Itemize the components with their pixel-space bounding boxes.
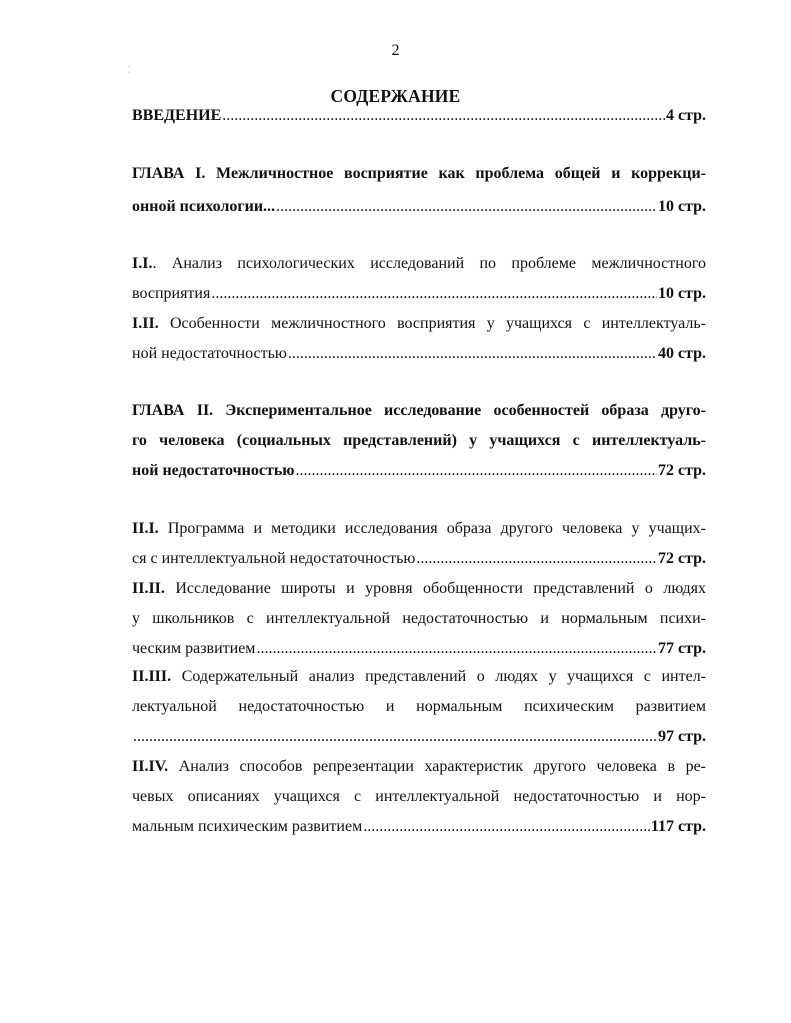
toc-entry-page: 10 стр.: [657, 285, 706, 302]
page-title: СОДЕРЖАНИЕ: [330, 86, 461, 106]
section-label: II.I.: [132, 520, 159, 537]
toc-entry-title-line: восприятия: [132, 285, 211, 302]
toc-entry-page: 4 стр.: [665, 107, 706, 124]
toc-entry-title-line: у школьников с интеллектуальной недостаточностью и нормальным психи-: [132, 610, 706, 627]
leader-dots: [416, 544, 657, 574]
toc-entry-page: 72 стр.: [657, 462, 706, 479]
section-label: I.I.: [132, 255, 153, 272]
toc-entry-page: 10 стр.: [657, 198, 706, 215]
toc-entry-title-line: Особенности межличностного восприятия у учащихся с интеллектуаль-: [158, 315, 706, 332]
section-label: I.II.: [132, 315, 159, 332]
toc-entry-page: 40 стр.: [657, 345, 706, 362]
leader-dots: [222, 101, 665, 131]
leader-dots: [276, 192, 657, 222]
toc-entry-title-line: ся с интеллектуальной недостаточностью: [132, 550, 416, 567]
toc-entry-title-line: мальным психическим развитием: [132, 818, 363, 835]
toc-entry-title-line: Программа и методики исследования образа другого человека у учащих-: [158, 520, 706, 537]
leader-dots: [133, 722, 657, 752]
section-label: II.IV.: [132, 758, 169, 775]
section-label: II.III.: [132, 668, 172, 685]
toc-entry-title-line: ной недостаточностью: [132, 462, 295, 479]
toc-entry-title-line: . Анализ психологических исследований по проблеме межличностного: [152, 255, 706, 272]
toc-entry-title-line: ГЛАВА II. Экспериментальное исследование особенностей образа друго-: [132, 402, 706, 419]
leader-dots: [296, 456, 657, 486]
toc-entry-title-line: Анализ способов репрезентации характеристик другого человека в ре-: [168, 758, 706, 775]
leader-dots: [363, 812, 650, 842]
toc-entry-page: 97 стр.: [657, 728, 706, 745]
toc-entry-title-line: лектуальной недостаточностью и нормальным психическим развитием: [132, 698, 706, 715]
toc-entry-title: ВВЕДЕНИЕ: [132, 107, 222, 124]
toc-entry-title-line: ческим развитием: [132, 640, 256, 657]
toc-entry-page: 77 стр.: [657, 640, 706, 657]
scan-speck: · ·: [128, 64, 130, 76]
leader-dots: [211, 279, 657, 309]
toc-entry-title-line: го человека (социальных представлений) у учащихся с интеллектуаль-: [132, 432, 706, 449]
toc-entry-title-line: ной недостаточностью: [132, 345, 287, 362]
toc-entry-page: 117 стр.: [650, 818, 706, 835]
page-number: 2: [391, 42, 400, 59]
leader-dots: [256, 634, 657, 664]
toc-entry-title-line: Содержательный анализ представлений о людях у учащихся с интел-: [171, 668, 706, 685]
toc-entry-title-line: ГЛАВА I. Межличностное восприятие как проблема общей и коррекци-: [132, 165, 706, 182]
toc-entry-title-line: чевых описаниях учащихся с интеллектуальной недостаточностью и нор-: [132, 788, 706, 805]
section-label: II.II.: [132, 580, 165, 597]
toc-entry-title-line: онной психологии...: [132, 198, 276, 215]
toc-entry-title-line: Исследование широты и уровня обобщенности представлений о людях: [164, 580, 706, 597]
toc-entry-page: 72 стр.: [657, 550, 706, 567]
leader-dots: [288, 339, 657, 369]
